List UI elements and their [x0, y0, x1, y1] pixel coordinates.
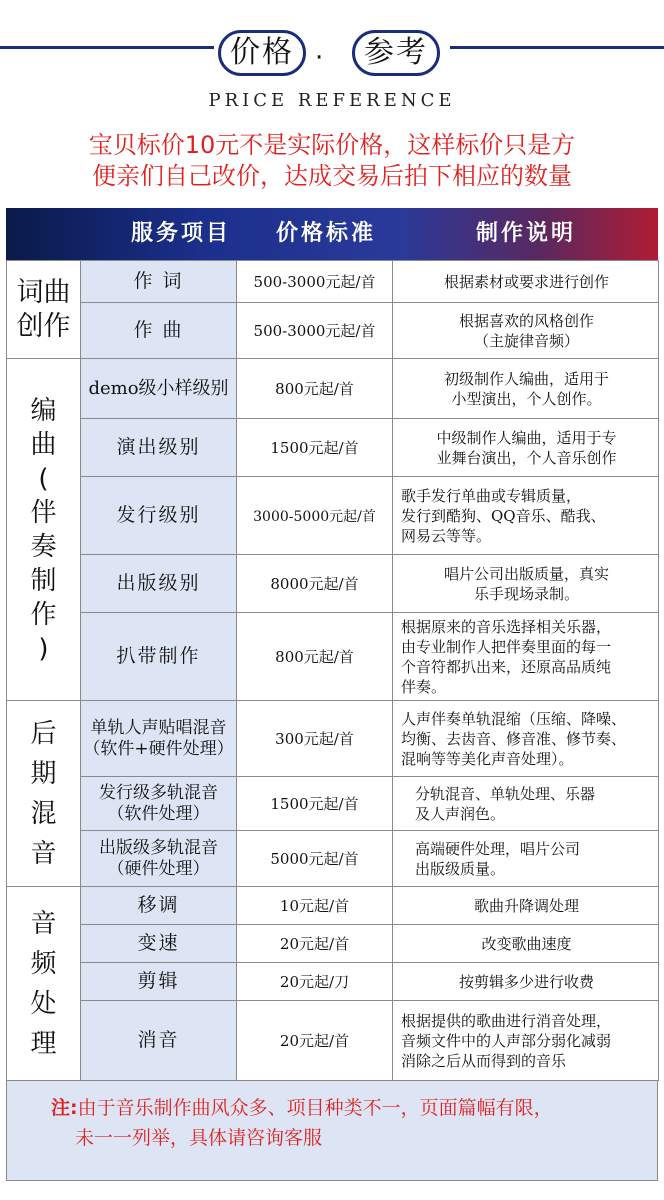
table-row: [7, 303, 659, 359]
service-price: 3000-5000元起/首: [237, 477, 393, 555]
service-item: 扒带制作: [81, 613, 237, 701]
service-item: 发行级多轨混音 （软件处理）: [81, 777, 237, 831]
title-dot: ·: [315, 43, 324, 73]
header-description: 制作说明: [475, 221, 576, 246]
notice-line-2: 便亲们自己改价，达成交易后拍下相应的数量: [92, 162, 572, 190]
notice-line-1: 宝贝标价10元不是实际价格，这样标价只是方: [88, 131, 576, 159]
table-row: [7, 419, 659, 477]
service-price: 300元起/首: [237, 701, 393, 777]
service-price: 20元起/首: [237, 925, 393, 963]
service-price: 1500元起/首: [237, 419, 393, 477]
footer-label: 注:: [51, 1097, 78, 1119]
table-row: [7, 477, 659, 555]
category-lyric-composition: 词曲 创作: [7, 261, 81, 359]
table-row: [7, 887, 659, 925]
service-item: 变速: [81, 925, 237, 963]
category-audio-processing: 音 频 处 理: [7, 887, 81, 1081]
service-description: 中级制作人编曲，适用于专 业舞台演出，个人音乐创作: [393, 419, 659, 477]
service-description: 分轨混音、单轨处理、乐器 及人声润色。: [393, 777, 659, 831]
service-description: 歌手发行单曲或专辑质量， 发行到酷狗、QQ音乐、酷我、 网易云等等。: [393, 477, 659, 555]
service-description: 初级制作人编曲，适用于 小型演出，个人创作。: [393, 359, 659, 419]
service-item: 消音: [81, 1001, 237, 1081]
service-price: 10元起/首: [237, 887, 393, 925]
header-rule-left: [0, 46, 214, 49]
service-description: 改变歌曲速度: [393, 925, 659, 963]
service-description: 根据素材或要求进行创作: [393, 261, 659, 303]
table-row: [7, 1001, 659, 1081]
service-item: 单轨人声贴唱混音 （软件+硬件处理）: [81, 701, 237, 777]
title-right-badge: 参考: [352, 30, 440, 76]
service-price: 800元起/首: [237, 359, 393, 419]
header-rule-right: [450, 46, 664, 49]
table-row: [7, 925, 659, 963]
service-price: 20元起/刀: [237, 963, 393, 1001]
price-table-body: [6, 260, 659, 1081]
service-price: 20元起/首: [237, 1001, 393, 1081]
header-price: 价格标准: [275, 221, 376, 246]
service-price: 800元起/首: [237, 613, 393, 701]
service-item: demo级小样级别: [81, 359, 237, 419]
service-item: 作 词: [81, 261, 237, 303]
service-item: 演出级别: [81, 419, 237, 477]
service-price: 500-3000元起/首: [237, 303, 393, 359]
title-left-badge: 价格: [218, 30, 306, 76]
table-row: [7, 831, 659, 887]
service-item: 作 曲: [81, 303, 237, 359]
service-price: 500-3000元起/首: [237, 261, 393, 303]
service-price: 5000元起/首: [237, 831, 393, 887]
category-arrangement: 编 曲 ( 伴 奏 制 作 ): [7, 359, 81, 701]
table-row: [7, 555, 659, 613]
page-header: [0, 0, 664, 120]
table-row: [7, 261, 659, 303]
header-service: 服务项目: [130, 221, 231, 246]
service-description: 高端硬件处理，唱片公司 出版级质量。: [393, 831, 659, 887]
service-price: 1500元起/首: [237, 777, 393, 831]
service-item: 出版级多轨混音 （硬件处理）: [81, 831, 237, 887]
table-footer-note: [6, 1081, 658, 1181]
price-table: [6, 208, 658, 1181]
table-row: [7, 613, 659, 701]
footer-line-1: 注:由于音乐制作曲风众多、项目种类不一，页面篇幅有限，: [51, 1097, 553, 1119]
table-row: [7, 777, 659, 831]
service-description: 根据原来的音乐选择相关乐器， 由专业制作人把伴奏里面的每一 个音符都扒出来，还原高品质纯 伴奏。: [393, 613, 659, 701]
service-item: 移调: [81, 887, 237, 925]
service-description: 根据提供的歌曲进行消音处理， 音频文件中的人声部分弱化减弱 消除之后从而得到的音乐: [393, 1001, 659, 1081]
service-description: 按剪辑多少进行收费: [393, 963, 659, 1001]
service-description: 歌曲升降调处理: [393, 887, 659, 925]
table-header: [6, 208, 658, 260]
price-notice: [0, 130, 664, 192]
service-item: 出版级别: [81, 555, 237, 613]
service-description: 人声伴奏单轨混缩（压缩、降噪、 均衡、去齿音、修音准、修节奏、 混响等等美化声音处理）。: [393, 701, 659, 777]
table-row: [7, 701, 659, 777]
service-description: 唱片公司出版质量，真实 乐手现场录制。: [393, 555, 659, 613]
service-description: 根据喜欢的风格创作 （主旋律音频）: [393, 303, 659, 359]
service-item: 剪辑: [81, 963, 237, 1001]
footer-line-2: 未一一列举，具体请咨询客服: [75, 1127, 323, 1149]
category-post-mixing: 后 期 混 音: [7, 701, 81, 887]
service-item: 发行级别: [81, 477, 237, 555]
page-subtitle: PRICE REFERENCE: [208, 90, 456, 111]
service-price: 8000元起/首: [237, 555, 393, 613]
table-row: [7, 359, 659, 419]
table-row: [7, 963, 659, 1001]
